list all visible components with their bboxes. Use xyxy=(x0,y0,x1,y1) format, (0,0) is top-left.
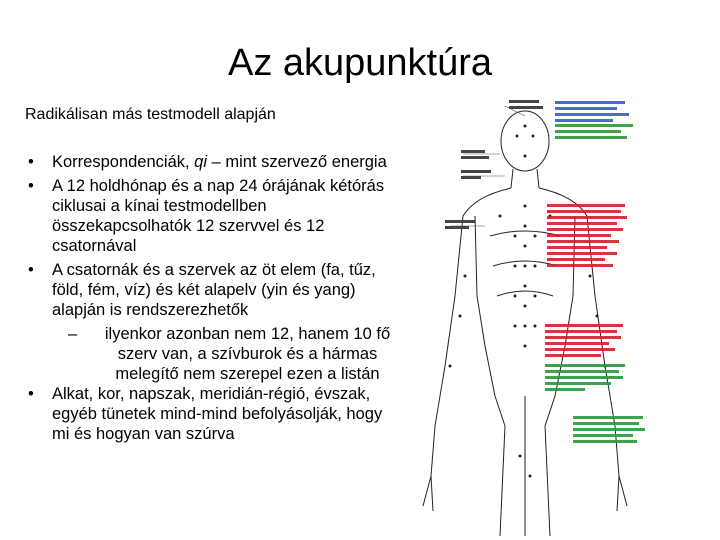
slide-title: Az akupunktúra xyxy=(227,42,493,84)
bullet-text: A csatornák és a szervek az öt elem (fa, tűz, föld, fém, víz) és két alapelv (yin és yang) alapján is rendszerezhetők xyxy=(52,261,376,319)
bullet-text: Alkat, kor, napszak, meridián-régió, évszak, egyéb tünetek mind-mind befolyásolják, hogy mi és hogyan van szúrva xyxy=(52,385,383,443)
bullet-dot: • xyxy=(28,261,34,279)
bullet-dot: • xyxy=(28,177,34,195)
bullet-text: Korrespondenciák, xyxy=(52,153,195,171)
sub-bullet-item xyxy=(50,324,395,384)
bullet-item-4 xyxy=(25,384,395,444)
bullet-item-2 xyxy=(25,176,395,256)
bullet-list xyxy=(25,152,395,448)
sub-bullet-dash: – xyxy=(68,325,78,343)
bullet-dot: • xyxy=(28,385,34,403)
bullet-item-1 xyxy=(25,152,395,172)
acupuncture-body-chart-image xyxy=(405,96,655,536)
bullet-italic-term: qi xyxy=(194,153,208,171)
bullet-dot: • xyxy=(28,153,34,171)
sub-bullet-text: ilyenkor azonban nem 12, hanem 10 fő szerv van, a szívburok és a hármas melegítő nem szerepel ezen a listán xyxy=(104,325,391,383)
slide-subtitle: Radikálisan más testmodell alapján xyxy=(25,106,276,123)
bullet-item-3 xyxy=(25,260,395,320)
bullet-text: – mint szervező energia xyxy=(207,153,387,171)
bullet-text: A 12 holdhónap és a nap 24 órájának kétórás ciklusai a kínai testmodellben összekapcsolhatók 12 szervvel és 12 csatornával xyxy=(52,177,385,255)
